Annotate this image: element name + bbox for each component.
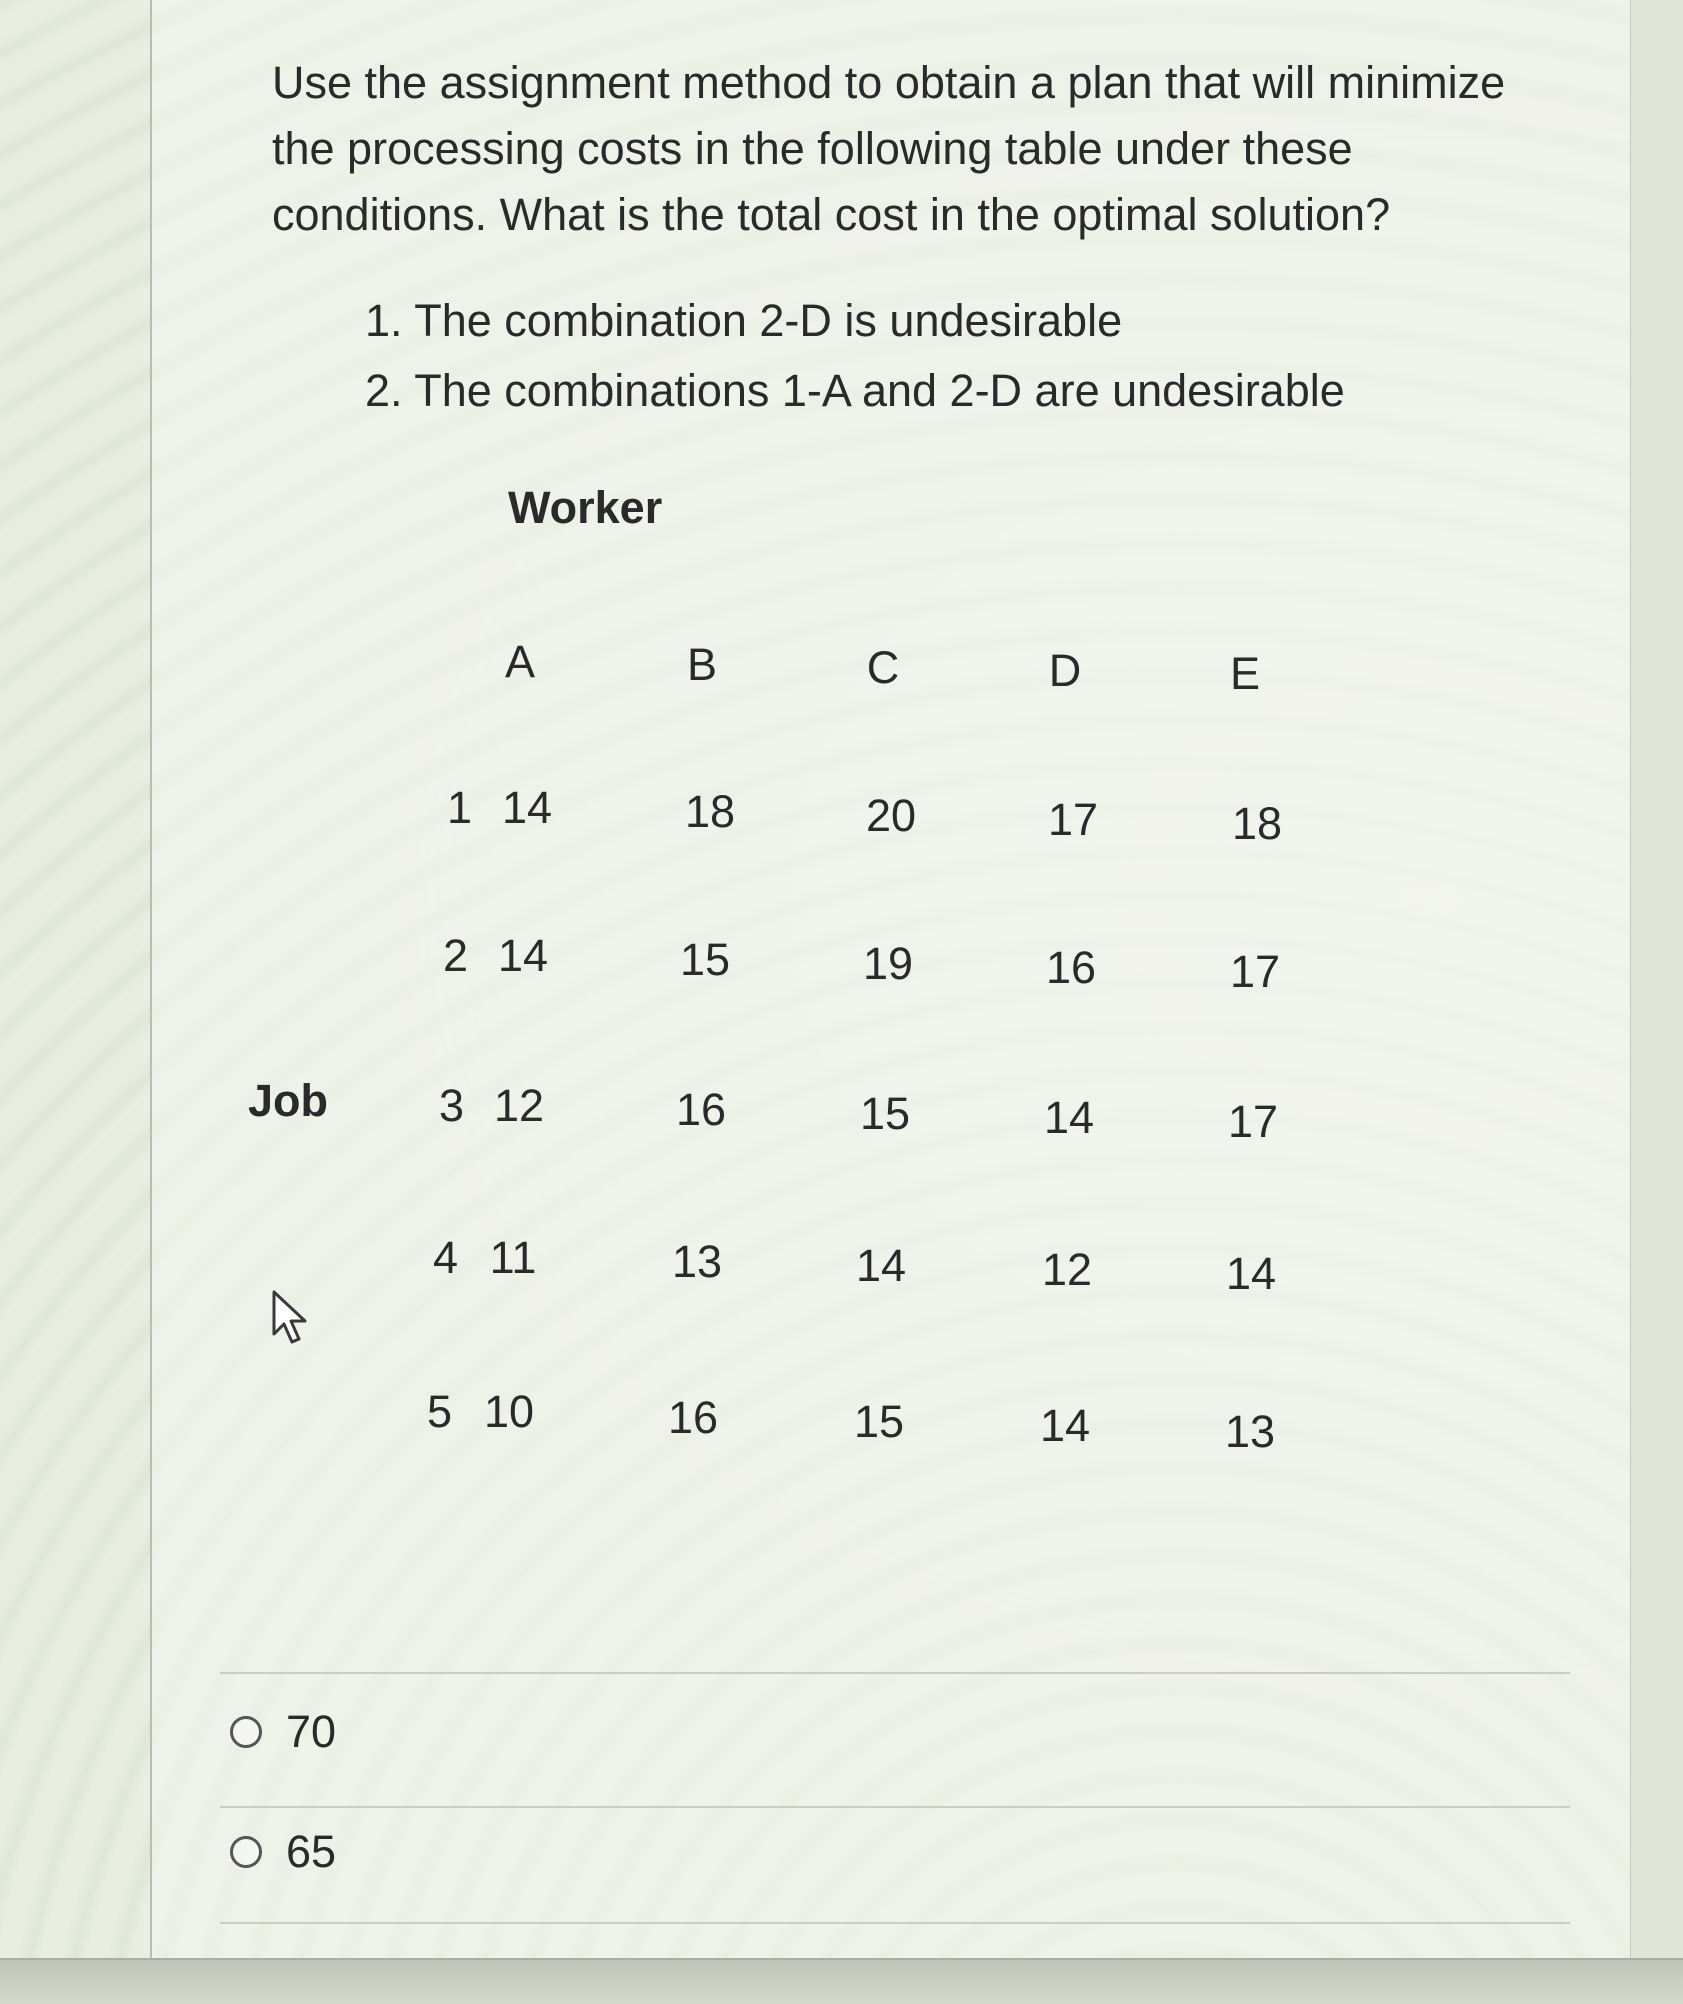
job-row-label: 2 [442, 930, 468, 981]
cost-cell: 14 [501, 782, 553, 833]
cost-cell: 16 [667, 1392, 719, 1443]
column-header-d: D [1048, 645, 1082, 696]
cost-cell: 16 [1045, 942, 1097, 993]
conditions-list [365, 286, 1345, 426]
cost-cell: 15 [679, 934, 731, 985]
job-row-label: 5 [426, 1386, 452, 1437]
option-divider [220, 1806, 1570, 1808]
mouse-pointer-icon [270, 1290, 310, 1346]
cost-cell: 14 [855, 1240, 907, 1291]
radio-button-icon[interactable] [230, 1836, 262, 1868]
answer-option-65[interactable] [230, 1826, 336, 1878]
cost-cell: 10 [483, 1386, 535, 1437]
cost-cell: 14 [497, 930, 549, 981]
job-row-label: 4 [432, 1232, 458, 1283]
answer-option-70[interactable] [230, 1706, 336, 1758]
question-text: Use the assignment method to obtain a plan that will minimize the processing costs in the following table under these conditions. What is the total cost in the optimal solution? [272, 57, 1506, 240]
cost-cell: 17 [1047, 794, 1099, 845]
column-header-a: A [504, 636, 535, 687]
cost-cell: 12 [1041, 1244, 1093, 1295]
condition-item: 1. The combination 2-D is undesirable [365, 295, 1123, 346]
cost-cell: 17 [1227, 1096, 1279, 1147]
column-header-b: B [686, 639, 717, 690]
cost-cell: 14 [1225, 1248, 1277, 1299]
bottom-bar [0, 1958, 1683, 2004]
cost-cell: 16 [675, 1084, 727, 1135]
answer-option-label: 65 [286, 1826, 337, 1877]
cost-cell: 13 [1224, 1406, 1276, 1457]
radio-button-icon[interactable] [230, 1716, 262, 1748]
condition-item: 2. The combinations 1-A and 2-D are undesirable [365, 365, 1345, 416]
cost-cell: 18 [684, 786, 736, 837]
cost-cell: 15 [853, 1396, 905, 1447]
option-divider [220, 1672, 1570, 1674]
cost-cell: 18 [1231, 798, 1283, 849]
job-row-label: 1 [446, 782, 472, 833]
panel-edge [1630, 0, 1683, 2002]
cost-cell: 11 [489, 1232, 537, 1283]
worker-label: Worker [508, 482, 663, 533]
cost-cell: 14 [1039, 1400, 1091, 1451]
job-label: Job [248, 1075, 329, 1126]
option-divider [220, 1922, 1570, 1924]
cost-cell: 13 [671, 1236, 723, 1287]
job-row-label: 3 [438, 1080, 464, 1131]
cost-cell: 15 [859, 1088, 911, 1139]
cost-cell: 17 [1229, 946, 1281, 997]
cost-cell: 19 [862, 938, 914, 989]
answer-option-label: 70 [286, 1706, 337, 1757]
cost-cell: 12 [493, 1080, 545, 1131]
column-header-c: C [866, 642, 900, 693]
cost-cell: 20 [865, 790, 917, 841]
column-header-e: E [1229, 648, 1260, 699]
cost-cell: 14 [1043, 1092, 1095, 1143]
